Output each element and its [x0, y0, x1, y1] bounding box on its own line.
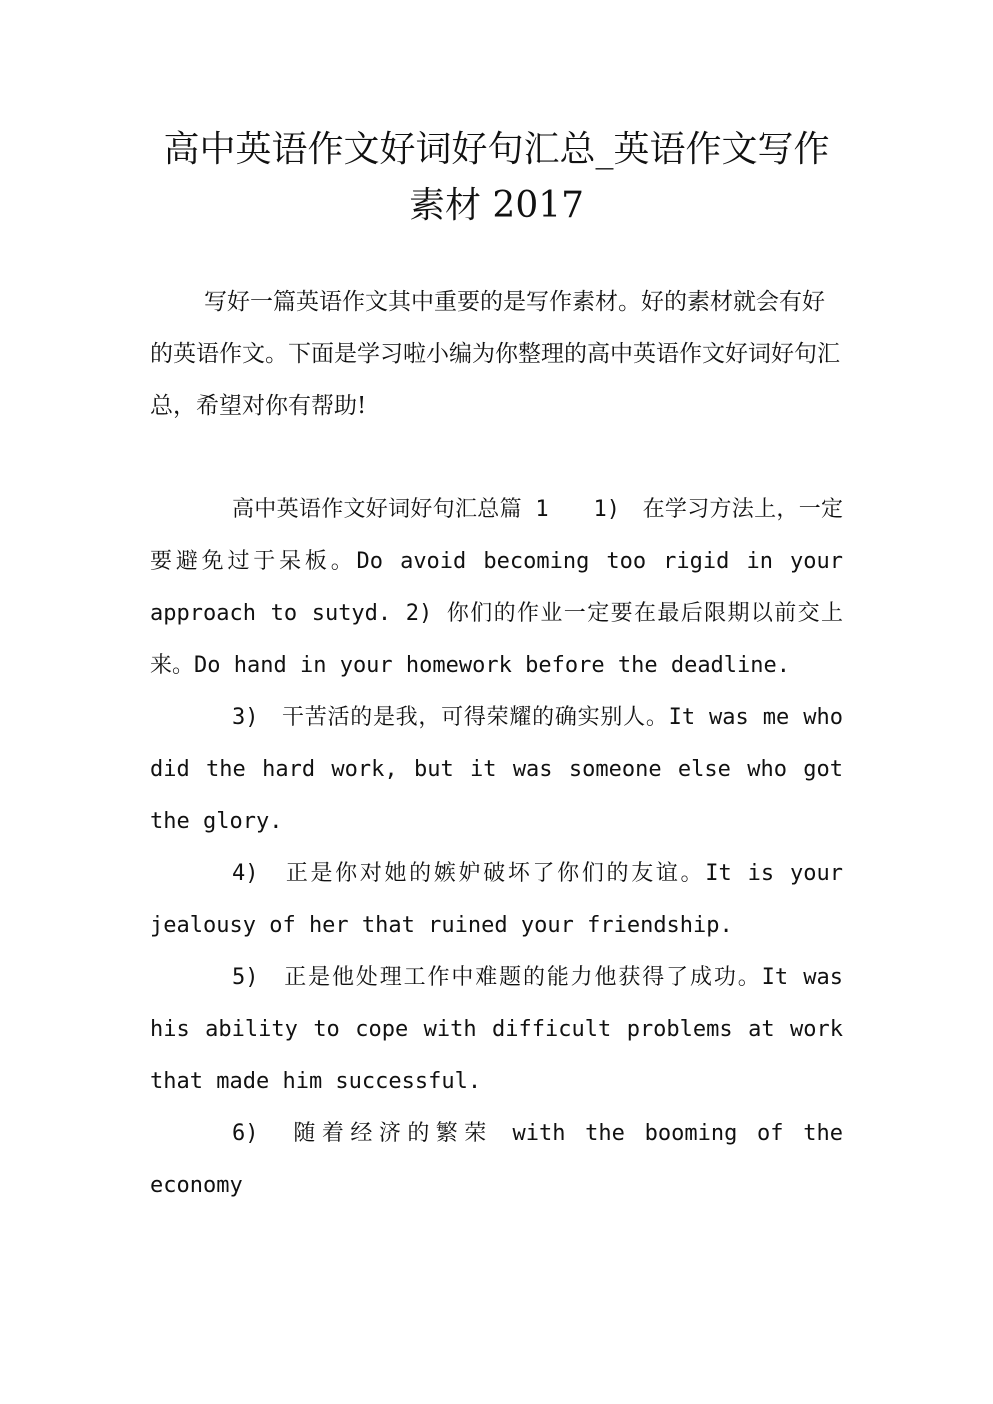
- paragraph-1: 高中英语作文好词好句汇总篇 1 1) 在学习方法上，一定要避免过于呆板。Do avoid becoming too rigid in your approach to sutyd. 2) 你们的作业一定要在最后限期以前交上来。Do hand in your homework before the deadline.: [150, 497, 843, 678]
- intro-paragraph: 写好一篇英语作文其中重要的是写作素材。好的素材就会有好的英语作文。下面是学习啦小编为你整理的高中英语作文好词好句汇总，希望对你有帮助!: [150, 289, 840, 419]
- paragraph-5: 6) 随着经济的繁荣 with the booming of the economy: [150, 1121, 843, 1198]
- paragraph-2: 3) 干苦活的是我，可得荣耀的确实别人。It was me who did the hard work, but it was someone else who got the glory.: [150, 705, 843, 834]
- document-body: [150, 484, 843, 1212]
- paragraph-4: 5) 正是他处理工作中难题的能力他获得了成功。It was his ability to cope with difficult problems at work that made him successful.: [150, 965, 843, 1094]
- document-title: 高中英语作文好词好句汇总_英语作文写作素材 2017: [163, 129, 830, 226]
- paragraph-3: 4) 正是你对她的嫉妒破坏了你们的友谊。It is your jealousy of her that ruined your friendship.: [150, 861, 843, 938]
